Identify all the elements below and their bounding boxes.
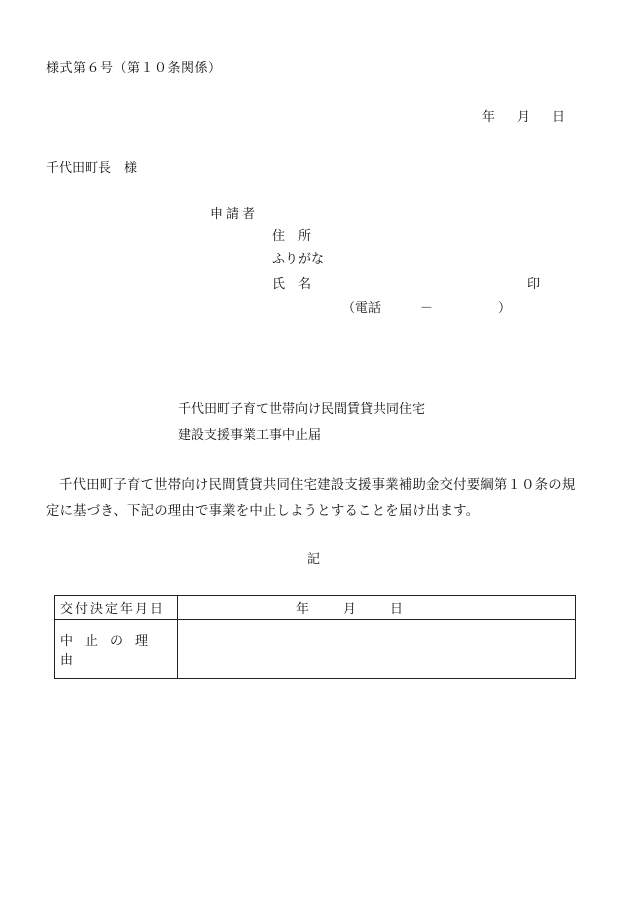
reason-label: 中止の理由: [60, 634, 161, 668]
date-day-label: 日: [552, 110, 566, 125]
ki-heading: 記: [307, 552, 321, 567]
applicant-label: 申請者: [210, 207, 259, 222]
table-row-reason: [55, 620, 576, 679]
decision-month-label: 月: [343, 602, 357, 617]
form-number: 様式第６号（第１０条関係）: [46, 61, 222, 76]
submission-date: [482, 111, 565, 124]
decision-year-label: 年: [296, 602, 310, 617]
seal-mark: 印: [527, 277, 541, 292]
reason-label-cell: [55, 620, 178, 679]
date-year-label: 年: [482, 110, 496, 125]
reason-value: [178, 620, 576, 679]
furigana-label: ふりがな: [272, 252, 325, 267]
body-paragraph: 千代田町子育て世帯向け民間賃貸共同住宅建設支援事業補助金交付要綱第１０条の規定に基づき、下記の理由で事業を中止しようとすることを届け出ます。: [46, 478, 576, 519]
document-title-line-2: 建設支援事業工事中止届: [178, 428, 322, 443]
document-title-line-1: 千代田町子育て世帯向け民間賃貸共同住宅: [178, 402, 426, 417]
address-label: 住 所: [272, 229, 312, 244]
decision-date-label: 交付決定年月日: [60, 602, 166, 617]
decision-date-value: [178, 596, 576, 620]
date-month-label: 月: [517, 110, 531, 125]
decision-date-label-cell: [55, 596, 178, 620]
name-label: 氏 名: [272, 277, 312, 292]
addressee: 千代田町長 様: [46, 161, 138, 176]
details-table: [54, 595, 576, 679]
table-row-decision-date: [55, 596, 576, 620]
phone-line: （電話 － ）: [342, 301, 512, 316]
decision-day-label: 日: [390, 602, 404, 617]
